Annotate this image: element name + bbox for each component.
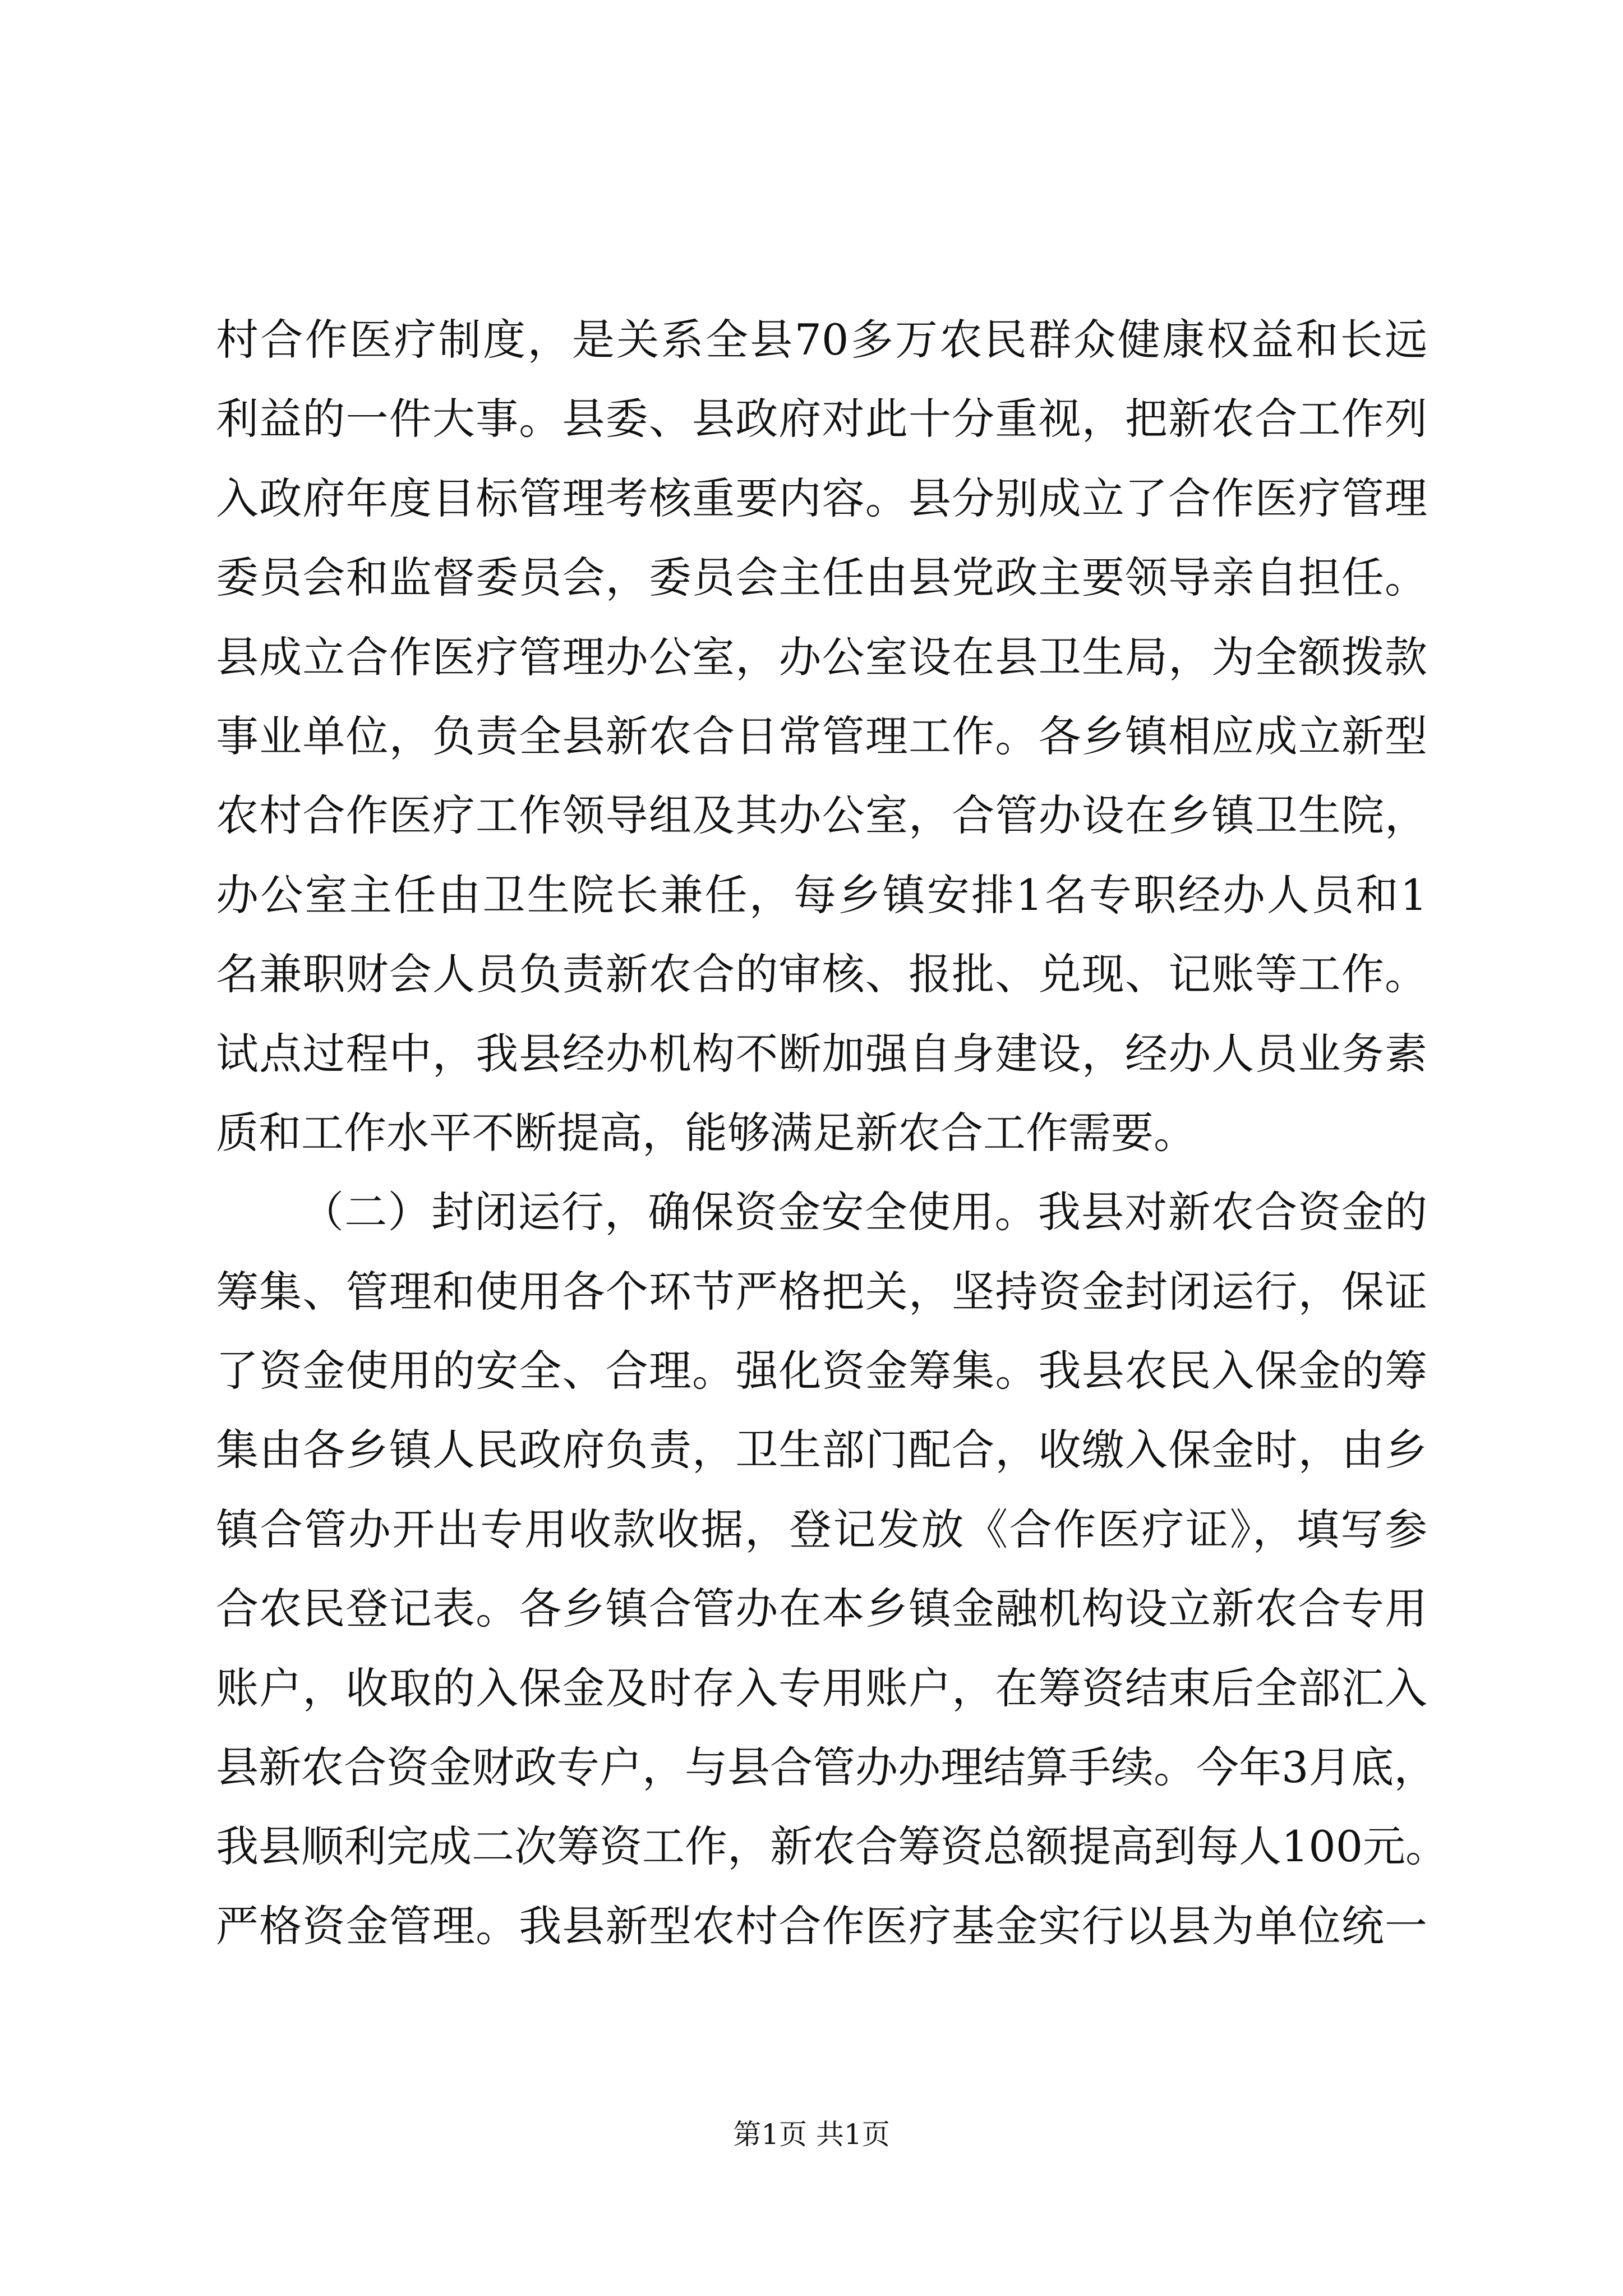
text-line: 办公室主任由卫生院长兼任，每乡镇安排1名专职经办人员和1 xyxy=(216,869,1427,920)
text-line: 县新农合资金财政专户，与县合管办办理结算手续。今年3月底， xyxy=(216,1742,1437,1793)
text-line: 合农民登记表。各乡镇合管办在本乡镇金融机构设立新农合专用 xyxy=(216,1584,1427,1634)
text-line: 名兼职财会人员负责新农合的审核、报批、兑现、记账等工作。 xyxy=(216,949,1427,1000)
text-line: 筹集、管理和使用各个环节严格把关，坚持资金封闭运行，保证 xyxy=(216,1266,1427,1317)
text-line: 入政府年度目标管理考核重要内容。县分别成立了合作医疗管理 xyxy=(216,473,1427,523)
text-line: 账户，收取的入保金及时存入专用账户，在筹资结束后全部汇入 xyxy=(216,1663,1427,1713)
text-line: 了资金使用的安全、合理。强化资金筹集。我县农民入保金的筹 xyxy=(216,1346,1427,1396)
text-line: 我县顺利完成二次筹资工作，新农合筹资总额提高到每人100元。 xyxy=(216,1821,1449,1872)
text-line: 事业单位，负责全县新农合日常管理工作。各乡镇相应成立新型 xyxy=(216,711,1427,761)
text-line: 严格资金管理。我县新型农村合作医疗基金实行以县为单位统一 xyxy=(216,1901,1427,1951)
text-line: 委员会和监督委员会，委员会主任由县党政主要领导亲自担任。 xyxy=(216,553,1427,603)
text-line: 利益的一件大事。县委、县政府对此十分重视，把新农合工作列 xyxy=(216,394,1427,444)
text-line: 集由各乡镇人民政府负责，卫生部门配合，收缴入保金时，由乡 xyxy=(216,1425,1427,1475)
text-line: （二）封闭运行，确保资金安全使用。我县对新农合资金的 xyxy=(301,1187,1427,1237)
text-line: 质和工作水平不断提高，能够满足新农合工作需要。 xyxy=(216,1107,1196,1158)
text-line: 县成立合作医疗管理办公室，办公室设在县卫生局，为全额拨款 xyxy=(216,632,1427,682)
text-line: 农村合作医疗工作领导组及其办公室，合管办设在乡镇卫生院， xyxy=(216,790,1427,841)
page-footer: 第1页 共1页 xyxy=(733,2118,890,2151)
text-line: 镇合管办开出专用收款收据，登记发放《合作医疗证》，填写参 xyxy=(216,1504,1427,1554)
body-text xyxy=(216,300,1449,1966)
text-line: 村合作医疗制度，是关系全县70多万农民群众健康权益和长远 xyxy=(216,315,1427,365)
text-line: 试点过程中，我县经办机构不断加强自身建设，经办人员业务素 xyxy=(216,1028,1427,1079)
